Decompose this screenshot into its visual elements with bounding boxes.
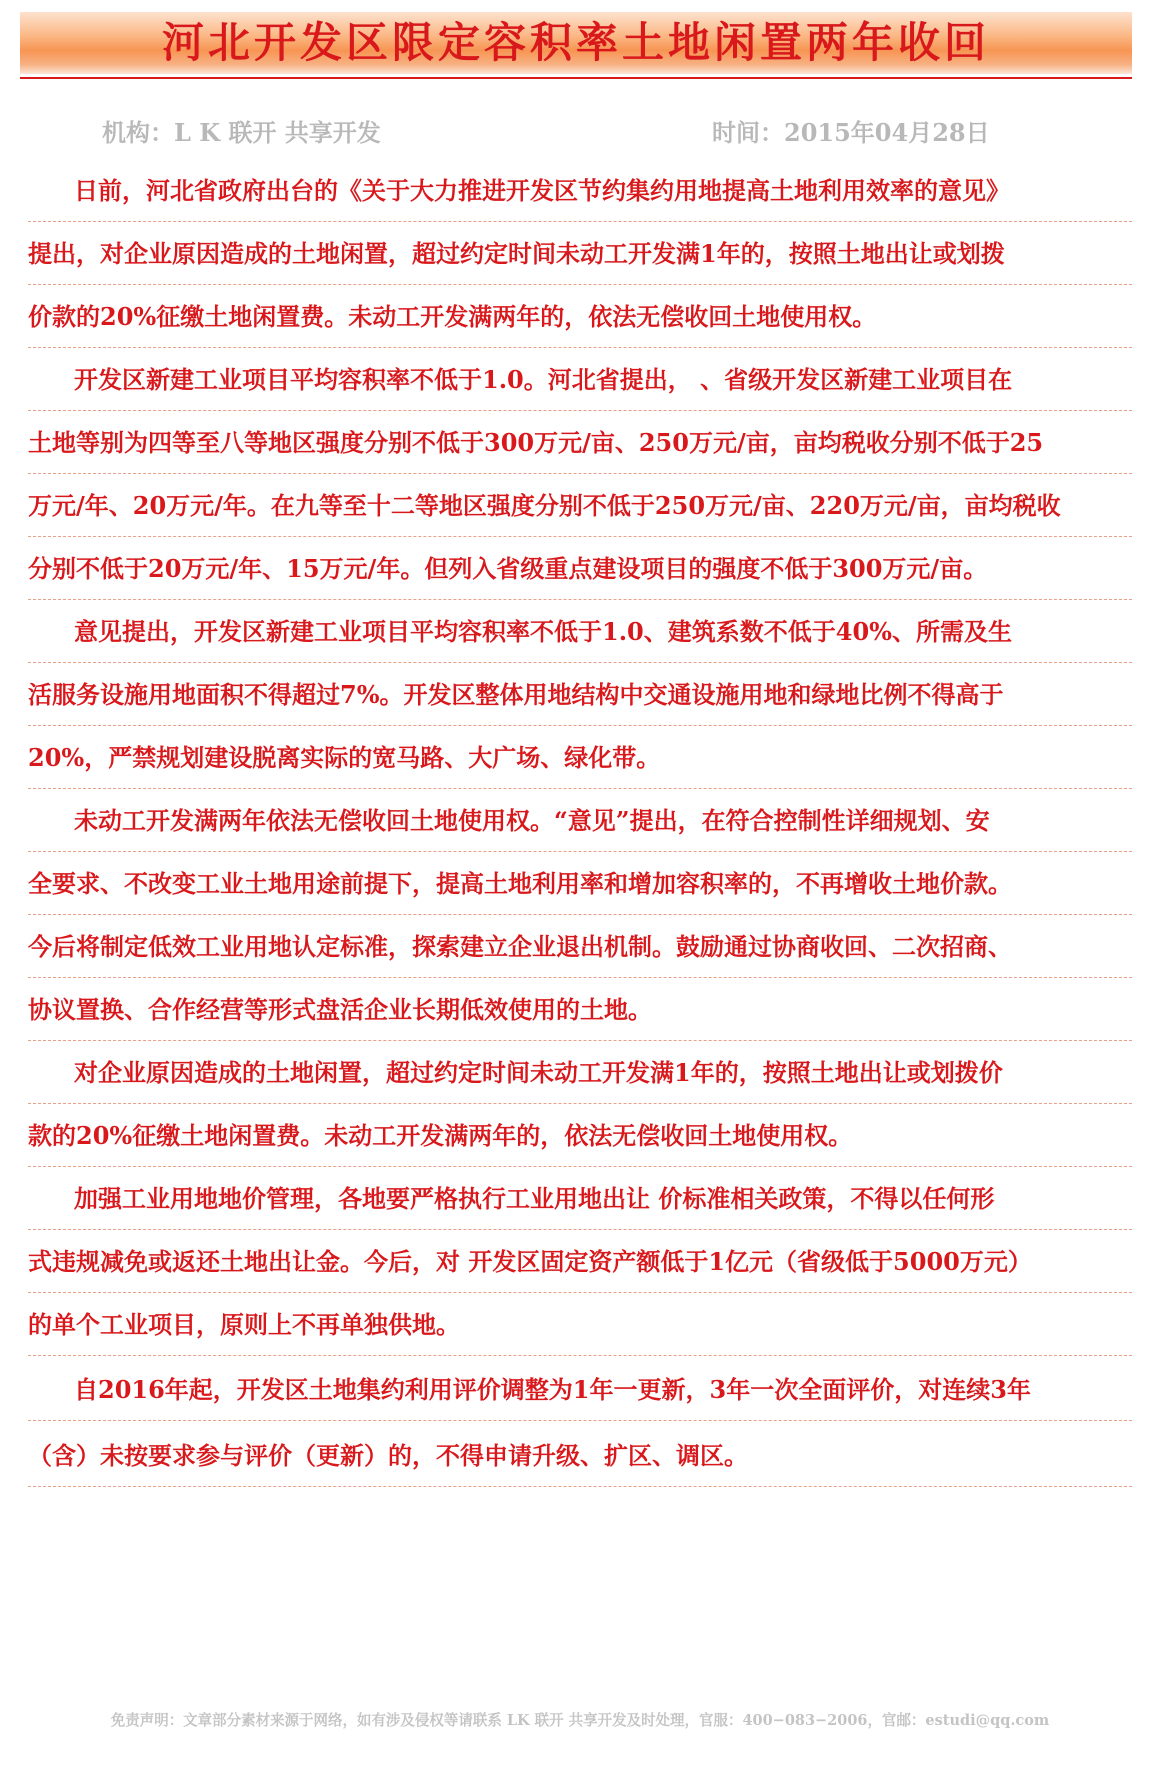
text-line: （含）未按要求参与评价（更新）的，不得申请升级、扩区、调区。 <box>28 1441 748 1470</box>
text-line: 日前，河北省政府出台的《关于大力推进开发区节约集约用地提高土地利用效率的意见》 <box>74 176 1010 205</box>
text-line: 加强工业用地地价管理，各地要严格执行工业用地出让 价标准相关政策，不得以任何形 <box>74 1184 995 1213</box>
separator-line <box>28 725 1132 726</box>
separator-line <box>28 1166 1132 1167</box>
text-line: 提出，对企业原因造成的土地闲置，超过约定时间未动工开发满1年的，按照土地出让或划拨 <box>28 239 1005 268</box>
separator-line <box>28 977 1132 978</box>
separator-line <box>28 851 1132 852</box>
text-line: 万元/年、20万元/年。在九等至十二等地区强度分别不低于250万元/亩、220万元/亩，亩均税收 <box>28 491 1061 520</box>
text-line: 分别不低于20万元/年、15万元/年。但列入省级重点建设项目的强度不低于300万元/亩。 <box>28 554 988 583</box>
text-line: 价款的20%征缴土地闲置费。未动工开发满两年的，依法无偿收回土地使用权。 <box>28 302 877 331</box>
separator-line <box>28 473 1132 474</box>
text-line: 协议置换、合作经营等形式盘活企业长期低效使用的土地。 <box>28 995 652 1024</box>
text-line: 未动工开发满两年依法无偿收回土地使用权。“意见”提出，在符合控制性详细规划、安 <box>74 806 990 835</box>
separator-line <box>28 536 1132 537</box>
text-line: 全要求、不改变工业土地用途前提下，提高土地利用率和增加容积率的，不再增收土地价款。 <box>28 869 1012 898</box>
page-title: 河北开发区限定容积率土地闲置两年收回 <box>161 18 990 67</box>
date-label: 时间：2015年04月28日 <box>712 118 990 147</box>
text-line: 活服务设施用地面积不得超过7%。开发区整体用地结构中交通设施用地和绿地比例不得高于 <box>28 680 1004 709</box>
separator-line <box>28 347 1132 348</box>
title-banner <box>20 12 1132 74</box>
separator-line <box>28 914 1132 915</box>
text-line: 开发区新建工业项目平均容积率不低于1.0。河北省提出， 、省级开发区新建工业项目在 <box>74 365 1013 394</box>
separator-line <box>28 1229 1132 1230</box>
text-line: 意见提出，开发区新建工业项目平均容积率不低于1.0、建筑系数不低于40%、所需及生 <box>74 617 1012 646</box>
separator-line <box>28 662 1132 663</box>
separator-line <box>28 1103 1132 1104</box>
text-line: 款的20%征缴土地闲置费。未动工开发满两年的，依法无偿收回土地使用权。 <box>28 1121 853 1150</box>
org-label: 机构：L K 联开 共享开发 <box>102 118 381 147</box>
separator-line <box>28 1040 1132 1041</box>
text-line: 的单个工业项目，原则上不再单独供地。 <box>28 1310 460 1339</box>
separator-line <box>28 410 1132 411</box>
text-line: 式违规减免或返还土地出让金。今后，对 开发区固定资产额低于1亿元（省级低于5000万元） <box>28 1247 1032 1276</box>
separator-line <box>28 221 1132 222</box>
separator-line <box>28 1292 1132 1293</box>
separator-line <box>28 1420 1132 1421</box>
text-line: 自2016年起，开发区土地集约利用评价调整为1年一更新，3年一次全面评价，对连续3年 <box>74 1375 1031 1404</box>
title-rule <box>20 77 1132 79</box>
text-line: 20%，严禁规划建设脱离实际的宽马路、大广场、绿化带。 <box>28 743 661 772</box>
separator-line <box>28 1486 1132 1487</box>
separator-line <box>28 284 1132 285</box>
text-line: 土地等别为四等至八等地区强度分别不低于300万元/亩、250万元/亩，亩均税收分别不低于25 <box>28 428 1044 457</box>
separator-line <box>28 788 1132 789</box>
separator-line <box>28 1355 1132 1356</box>
text-line: 对企业原因造成的土地闲置，超过约定时间未动工开发满1年的，按照土地出让或划拨价 <box>74 1058 1003 1087</box>
disclaimer-footer: 免责声明：文章部分素材来源于网络，如有涉及侵权等请联系 LK 联开 共享开发及时处理，官服：400−083−2006，官邮：estudi@qq.com <box>110 1711 1050 1729</box>
separator-line <box>28 599 1132 600</box>
text-line: 今后将制定低效工业用地认定标准，探索建立企业退出机制。鼓励通过协商收回、二次招商、 <box>28 932 1012 961</box>
